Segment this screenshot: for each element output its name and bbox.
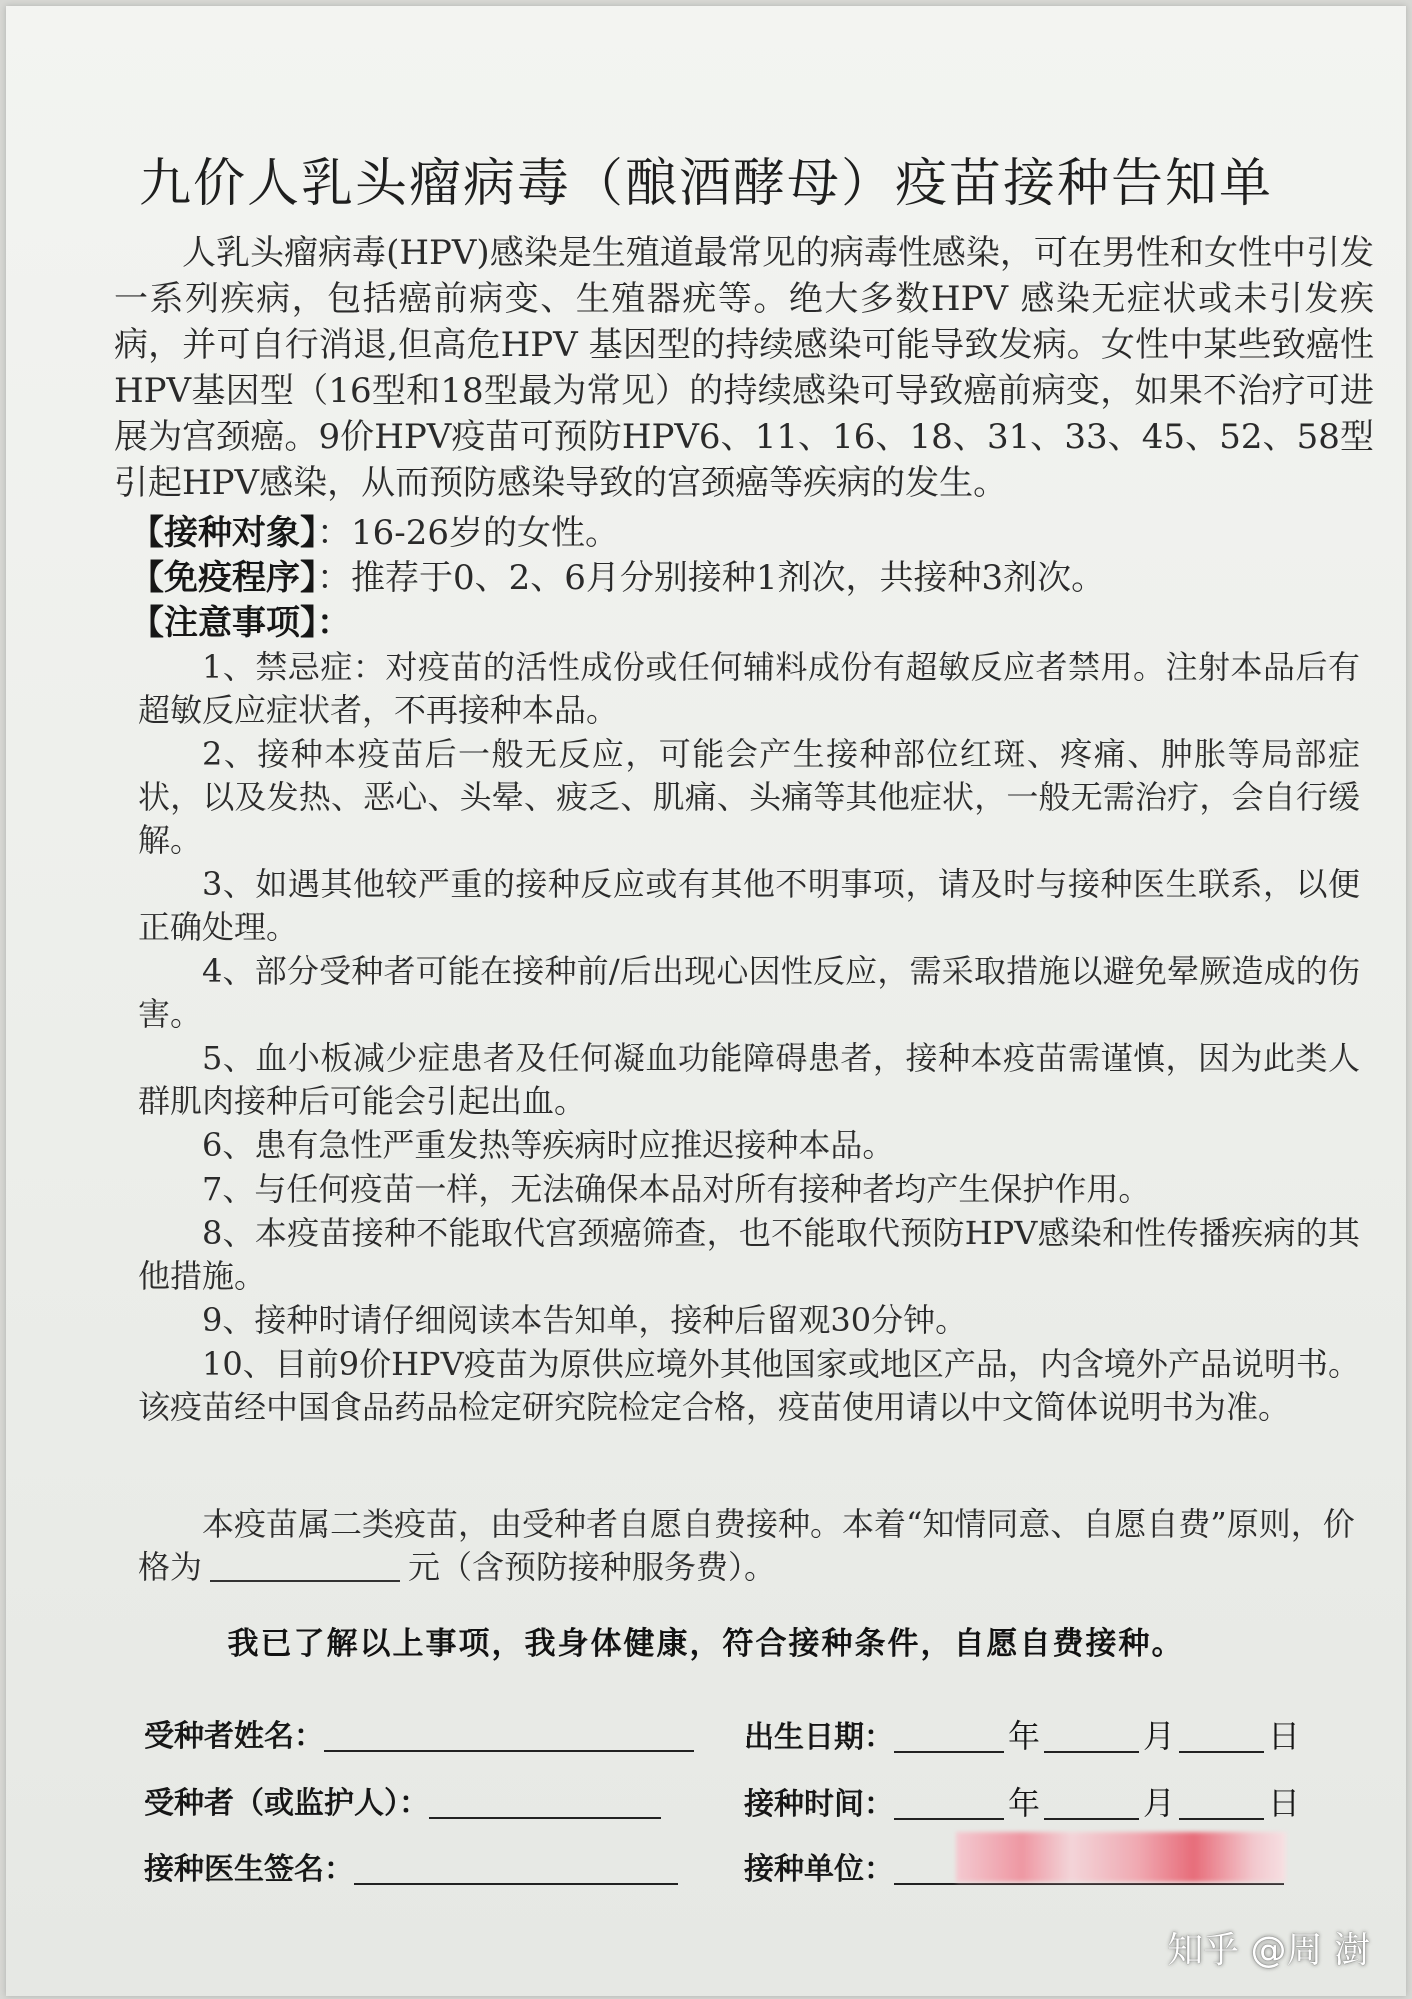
note-item: 2、接种本疫苗后一般无反应，可能会产生接种部位红斑、疼痛、肿胀等局部症状，以及发热、恶心、头晕、疲乏、肌痛、头痛等其他症状，一般无需治疗，会自行缓解。 bbox=[138, 735, 1360, 859]
note-item: 7、与任何疫苗一样，无法确保本品对所有接种者均产生保护作用。 bbox=[202, 1170, 1151, 1208]
vaccination-year-line[interactable] bbox=[894, 1784, 1004, 1820]
recipient-name-label: 受种者姓名： bbox=[144, 1719, 324, 1754]
target-group-label: 【接种对象】 bbox=[130, 513, 317, 553]
birth-month-line[interactable] bbox=[1044, 1717, 1139, 1753]
birth-date-label: 出生日期： bbox=[744, 1720, 894, 1755]
doctor-signature-label: 接种医生签名： bbox=[144, 1852, 354, 1887]
note-item: 5、血小板减少症患者及任何凝血功能障碍患者，接种本疫苗需谨慎，因为此类人群肌肉接种后可能会引起出血。 bbox=[138, 1039, 1360, 1120]
day-label: 日 bbox=[1268, 1717, 1301, 1755]
notes-list bbox=[138, 646, 1360, 1430]
schedule-field bbox=[130, 556, 1105, 600]
doctor-signature-line[interactable] bbox=[354, 1849, 678, 1885]
vaccination-unit-label: 接种单位： bbox=[744, 1852, 894, 1887]
year-label: 年 bbox=[1008, 1784, 1041, 1822]
birth-date-row bbox=[744, 1711, 1304, 1757]
notes-label-colon: ： bbox=[317, 603, 351, 643]
notes-heading bbox=[130, 601, 351, 645]
document-title: 九价人乳头瘤病毒（酿酒酵母）疫苗接种告知单 bbox=[138, 154, 1273, 214]
target-group-value: ：16-26岁的女性。 bbox=[317, 513, 620, 553]
vaccination-month-line[interactable] bbox=[1044, 1784, 1139, 1820]
intro-paragraph: 人乳头瘤病毒(HPV)感染是生殖道最常见的病毒性感染，可在男性和女性中引发一系列疾病，包括癌前病变、生殖器疣等。绝大多数HPV 感染无症状或未引发疾病，并可自行消退,但高危HPV 基因型的持续感染可能导致发病。女性中某些致癌性HPV基因型（16型和18型最为常见）的持续感染可导致癌前病变，如果不治疗可进展为宫颈癌。9价HPV疫苗可预防HPV6、11、16、18、31、33、45、52、58型引起HPV感染，从而预防感染导致的宫颈癌等疾病的发生。 bbox=[114, 233, 1374, 503]
month-label: 月 bbox=[1143, 1717, 1176, 1755]
price-text-before: 本疫苗属二类疫苗，由受种者自愿自费接种。本着“知情同意、自愿自费”原则，价格为 bbox=[138, 1505, 1355, 1586]
note-item: 1、禁忌症：对疫苗的活性成份或任何辅料成份有超敏反应者禁用。注射本品后有超敏反应症状者，不再接种本品。 bbox=[138, 648, 1360, 729]
doctor-signature-row bbox=[144, 1844, 678, 1888]
redacted-stamp bbox=[956, 1832, 1286, 1882]
month-label: 月 bbox=[1143, 1784, 1176, 1822]
vaccination-time-label: 接种时间： bbox=[744, 1787, 894, 1822]
schedule-value: ：推荐于0、2、6月分别接种1剂次，共接种3剂次。 bbox=[317, 558, 1106, 598]
note-item: 10、目前9价HPV疫苗为原供应境外其他国家或地区产品，内含境外产品说明书。该疫苗经中国食品药品检定研究院检定合格，疫苗使用请以中文简体说明书为准。 bbox=[138, 1345, 1360, 1426]
note-item: 9、接种时请仔细阅读本告知单，接种后留观30分钟。 bbox=[202, 1301, 968, 1339]
notes-label: 【注意事项】 bbox=[130, 603, 317, 643]
recipient-name-row bbox=[144, 1711, 694, 1755]
schedule-label: 【免疫程序】 bbox=[130, 558, 317, 598]
notice-paper bbox=[6, 6, 1406, 1996]
recipient-name-line[interactable] bbox=[324, 1716, 694, 1752]
birth-year-line[interactable] bbox=[894, 1717, 1004, 1753]
year-label: 年 bbox=[1008, 1717, 1041, 1755]
guardian-line[interactable] bbox=[429, 1783, 661, 1819]
note-item: 4、部分受种者可能在接种前/后出现心因性反应，需采取措施以避免晕厥造成的伤害。 bbox=[138, 952, 1360, 1033]
watermark-text: 知乎 @周 澍 bbox=[1167, 1930, 1370, 1971]
consent-statement: 我已了解以上事项，我身体健康，符合接种条件，自愿自费接种。 bbox=[227, 1626, 1185, 1662]
note-item: 8、本疫苗接种不能取代宫颈癌筛查，也不能取代预防HPV感染和性传播疾病的其他措施。 bbox=[138, 1214, 1360, 1295]
guardian-label: 受种者（或监护人）： bbox=[144, 1786, 429, 1821]
target-group-field bbox=[130, 511, 619, 555]
vaccination-time-row bbox=[744, 1778, 1304, 1824]
vaccination-day-line[interactable] bbox=[1179, 1784, 1264, 1820]
price-statement bbox=[138, 1503, 1360, 1589]
price-blank[interactable] bbox=[210, 1548, 400, 1582]
birth-day-line[interactable] bbox=[1179, 1717, 1264, 1753]
day-label: 日 bbox=[1268, 1784, 1301, 1822]
note-item: 6、患有急性严重发热等疾病时应推迟接种本品。 bbox=[202, 1126, 895, 1164]
note-item: 3、如遇其他较严重的接种反应或有其他不明事项，请及时与接种医生联系，以便正确处理。 bbox=[138, 865, 1360, 946]
price-text-after: 元（含预防接种服务费）。 bbox=[408, 1548, 777, 1586]
guardian-row bbox=[144, 1778, 661, 1822]
